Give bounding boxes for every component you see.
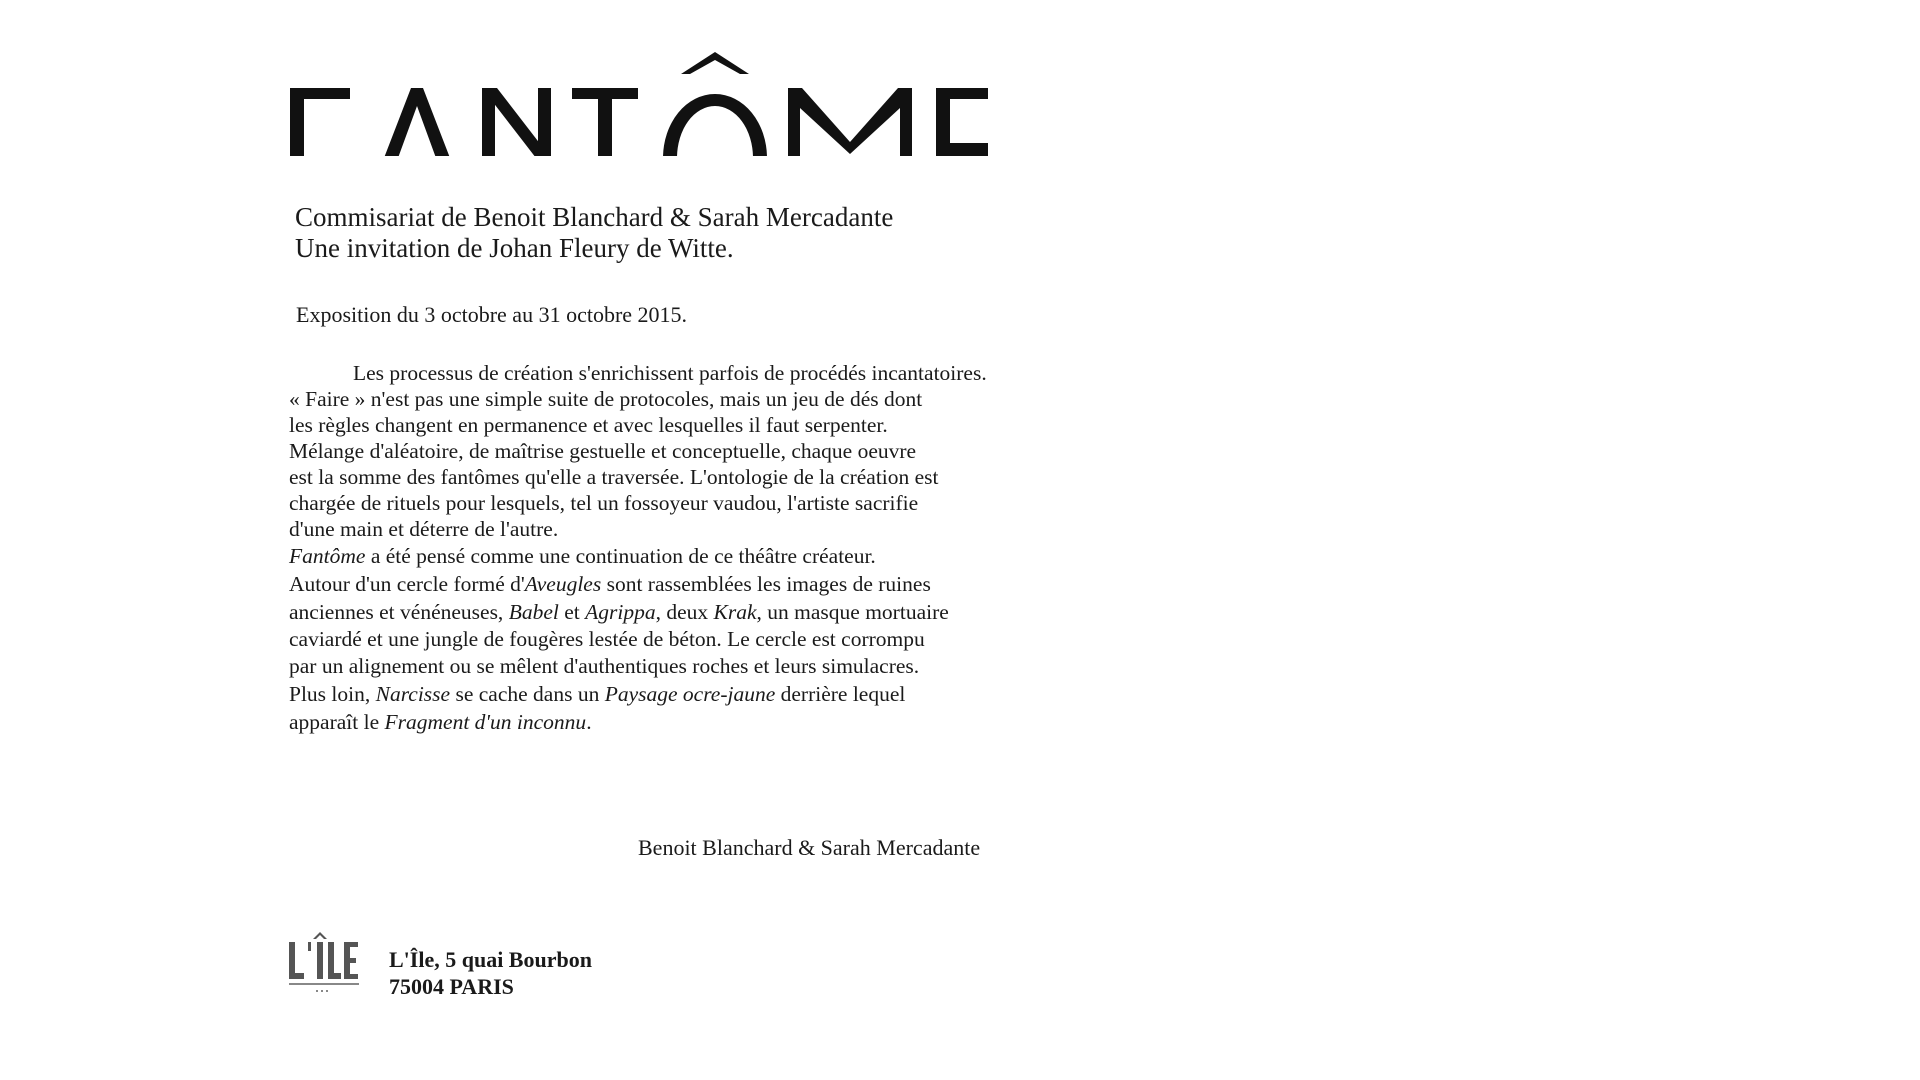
text-line: les règles changent en permanence et avec lesquelles il faut serpenter. [289, 413, 888, 437]
text-span: a été pensé comme une continuation de ce théâtre créateur. [365, 544, 876, 568]
venue-logo-mark [288, 930, 360, 1002]
work-title: Krak [713, 600, 757, 624]
venue-logo [288, 930, 360, 1002]
text-line [289, 542, 1009, 570]
work-title: Fragment d'un inconnu [384, 710, 587, 734]
text-line: Mélange d'aléatoire, de maîtrise gestuelle et conceptuelle, chaque oeuvre [289, 439, 917, 463]
text-line: « Faire » n'est pas une simple suite de protocoles, mais un jeu de dés dont [289, 387, 923, 411]
text-span: sont rassemblées les images de ruines [601, 572, 931, 596]
invitation-line: Une invitation de Johan Fleury de Witte. [295, 233, 734, 263]
text-span: se cache dans un [450, 682, 605, 706]
text-span: , un masque mortuaire [756, 600, 949, 624]
work-title: Aveugles [524, 572, 602, 596]
text-span: Plus loin, [289, 682, 376, 706]
work-title: Babel [508, 600, 559, 624]
credits [295, 202, 893, 264]
address-line: L'Île, 5 quai Bourbon [389, 947, 592, 972]
text-span: . [586, 710, 592, 734]
text-span: anciennes et vénéneuses, [289, 600, 509, 624]
text-line [289, 708, 1009, 736]
curators-line: Commisariat de Benoit Blanchard & Sarah Mercadante [295, 202, 894, 232]
work-title: Fantôme [289, 544, 366, 568]
text-line [289, 570, 1009, 598]
text-line [289, 680, 1009, 708]
text-line: par un alignement ou se mêlent d'authentiques roches et leurs simulacres. [289, 654, 920, 678]
venue-address [389, 946, 592, 1000]
text-line: d'une main et déterre de l'autre. [289, 517, 559, 541]
work-title: Narcisse [375, 682, 451, 706]
address-line: 75004 PARIS [389, 974, 514, 999]
text-span: Autour d'un cercle formé d' [289, 572, 525, 596]
text-line: Les processus de création s'enrichissent parfois de procédés incantatoires. [353, 361, 987, 385]
work-title: Paysage ocre-jaune [604, 682, 776, 706]
text-line: chargée de rituels pour lesquels, tel un fossoyeur vaudou, l'artiste sacrifie [289, 491, 919, 515]
work-title: Agrippa [585, 600, 656, 624]
exhibition-text [289, 360, 1009, 736]
page-title [288, 46, 990, 156]
text-line [289, 598, 1009, 626]
text-span: , deux [655, 600, 714, 624]
title-wordmark [288, 46, 990, 156]
text-line: caviardé et une jungle de fougères lestée de béton. Le cercle est corrompu [289, 627, 925, 651]
exhibition-dates: Exposition du 3 octobre au 31 octobre 2015. [296, 302, 688, 327]
signature: Benoit Blanchard & Sarah Mercadante [638, 835, 981, 860]
text-line: est la somme des fantômes qu'elle a traversée. L'ontologie de la création est [289, 465, 939, 489]
text-span: apparaît le [289, 710, 385, 734]
text-span: et [558, 600, 586, 624]
text-span: derrière lequel [775, 682, 906, 706]
